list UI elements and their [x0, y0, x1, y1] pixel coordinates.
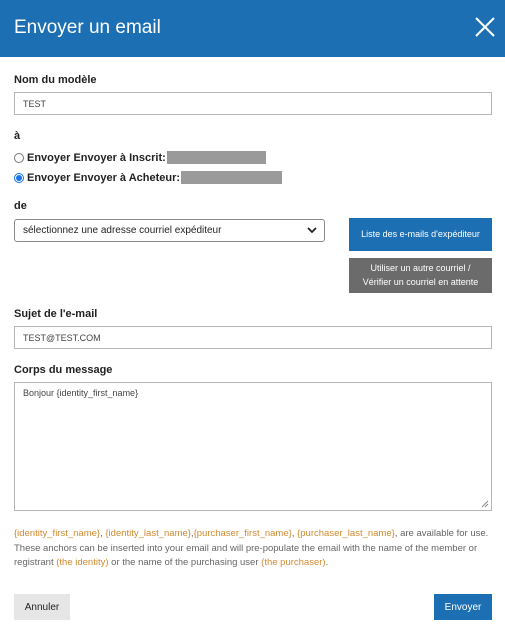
- resize-grip-icon[interactable]: [481, 500, 489, 508]
- redacted-email: [181, 171, 282, 184]
- close-icon[interactable]: [474, 15, 496, 39]
- anchor-identity-last-name: {identity_last_name}: [105, 528, 191, 539]
- help-text: , are available for use. These anchors can be inserted into your email and will pre-populate the email with the name of the member or registrant: [14, 528, 489, 568]
- help-separator: ,: [291, 528, 298, 539]
- purchaser-option-label: Envoyer Envoyer à Acheteur:: [27, 171, 181, 184]
- sender-select-value: sélectionnez une adresse courriel expéditeur: [23, 225, 222, 236]
- recipient-label: à: [14, 130, 21, 142]
- modal-header: [0, 0, 505, 57]
- anchor-help-text: [14, 527, 494, 571]
- registrant-radio[interactable]: [14, 153, 24, 163]
- anchor-the-identity: (the identity): [56, 557, 109, 568]
- body-label: Corps du message: [14, 364, 113, 376]
- template-name-input[interactable]: [14, 92, 492, 115]
- modal-title: Envoyer un email: [14, 17, 161, 38]
- anchor-the-purchaser: (the purchaser): [261, 557, 326, 568]
- registrant-option-label: Envoyer Envoyer à Inscrit:: [27, 151, 166, 164]
- help-text: .: [325, 557, 329, 568]
- sender-label: de: [14, 200, 27, 212]
- recipient-option-purchaser[interactable]: [14, 171, 282, 184]
- anchor-purchaser-last-name: {purchaser_last_name}: [297, 528, 395, 539]
- cancel-button[interactable]: Annuler: [14, 594, 70, 620]
- recipient-option-registrant[interactable]: [14, 151, 266, 164]
- help-separator: ,: [100, 528, 106, 539]
- anchor-purchaser-first-name: {purchaser_first_name}: [193, 528, 292, 539]
- sender-list-button[interactable]: Liste des e-mails d'expéditeur: [349, 218, 492, 251]
- other-email-button[interactable]: Utiliser un autre courriel / Vérifier un courriel en attente: [349, 258, 492, 293]
- sender-select[interactable]: [14, 219, 325, 242]
- redacted-email: [167, 151, 266, 164]
- subject-label: Sujet de l'e-mail: [14, 308, 98, 320]
- body-textarea[interactable]: [14, 382, 492, 511]
- chevron-down-icon: [306, 224, 318, 236]
- body-text: Bonjour {identity_first_name}: [23, 388, 139, 398]
- send-button[interactable]: Envoyer: [434, 594, 492, 620]
- template-name-label: Nom du modèle: [14, 74, 97, 86]
- help-text: or the name of the purchasing user: [108, 557, 262, 568]
- purchaser-radio[interactable]: [14, 173, 24, 183]
- subject-input[interactable]: [14, 326, 492, 349]
- help-separator: ,: [190, 528, 194, 539]
- anchor-identity-first-name: {identity_first_name}: [14, 528, 101, 539]
